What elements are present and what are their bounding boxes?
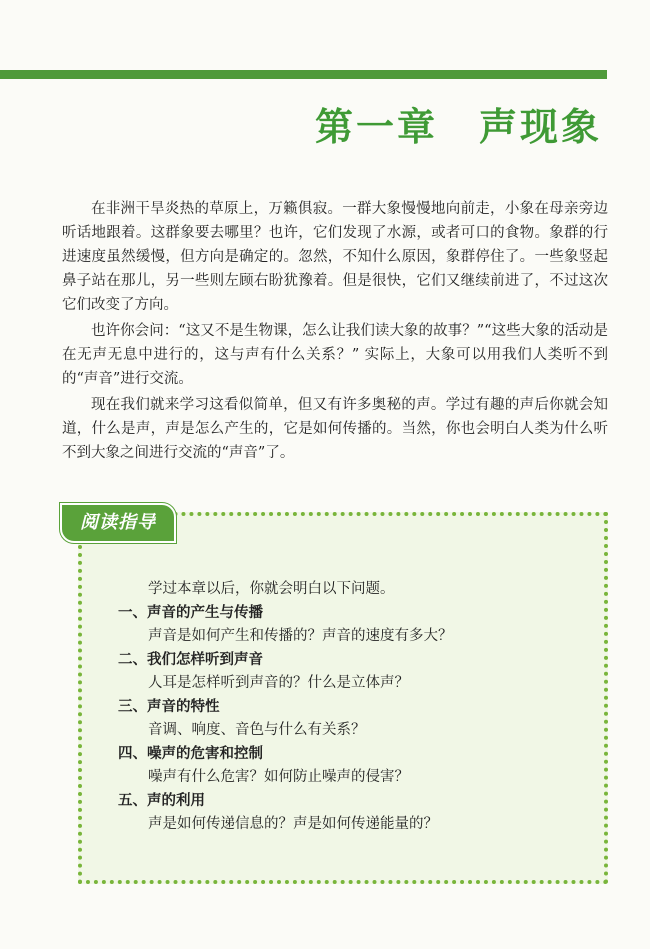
topic-question: 声音是如何产生和传播的？声音的速度有多大？ [148, 628, 453, 644]
reading-guide-left-border [78, 545, 82, 884]
intro-paragraph: 也许你会问：“这又不是生物课，怎么让我们读大象的故事？”“这些大象的活动是在无声无息中进行的，这与声有什么关系？” 实际上，大象可以用我们人类听不到的“声音”进行交流。 [62, 323, 608, 387]
guide-lead: 学过本章以后，你就会明白以下问题。 [148, 581, 395, 597]
topic-question: 音调、响度、音色与什么有关系？ [148, 722, 366, 738]
reading-guide-tab: 阅读指导 [60, 503, 176, 543]
topic-heading: 五、声的利用 [118, 792, 205, 809]
chapter-title: 第一章 声现象 [314, 105, 602, 149]
intro-text [62, 197, 608, 467]
reading-guide-content [118, 578, 588, 837]
topic-question: 声是如何传递信息的？声是如何传递能量的？ [148, 816, 438, 832]
topic-heading: 二、我们怎样听到声音 [118, 651, 263, 668]
topic-question: 人耳是怎样听到声音的？什么是立体声？ [148, 675, 409, 691]
topic-heading: 三、声音的特性 [118, 698, 220, 715]
header-rule [0, 70, 607, 79]
intro-paragraph: 在非洲干旱炎热的草原上，万籁俱寂。一群大象慢慢地向前走，小象在母亲旁边听话地跟着。这群象要去哪里？也许，它们发现了水源，或者可口的食物。象群的行进速度虽然缓慢，但方向是确定的。忽然，不知什么原因，象群停住了。一些象竖起鼻子站在那儿，另一些则左顾右盼犹豫着。但是很快，它们又继续前进了，不过这次它们改变了方向。 [62, 201, 608, 313]
topic-heading: 一、声音的产生与传播 [118, 604, 263, 621]
intro-paragraph: 现在我们就来学习这看似简单，但又有许多奥秘的声。学过有趣的声后你就会知道，什么是声，声是怎么产生的，它是如何传播的。当然，你也会明白人类为什么听不到大象之间进行交流的“声音”了。 [62, 397, 608, 461]
topic-question: 噪声有什么危害？如何防止噪声的侵害？ [148, 769, 409, 785]
topic-heading: 四、噪声的危害和控制 [118, 745, 263, 762]
